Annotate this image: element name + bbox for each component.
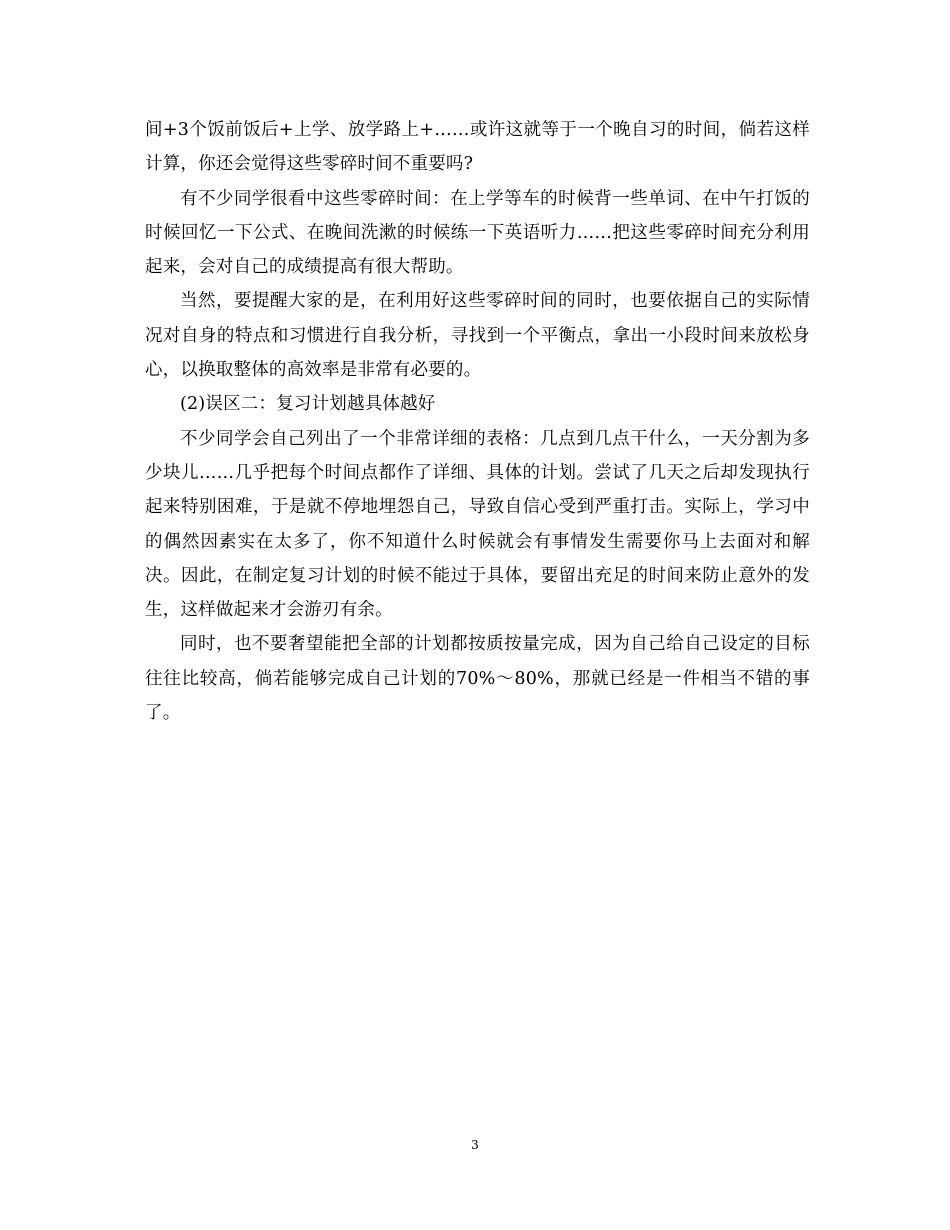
paragraph-fragmented-time: 有不少同学很看中这些零碎时间：在上学等车的时候背一些单词、在中午打饭的时候回忆一下公式、在晚间洗漱的时候练一下英语听力……把这些零碎时间充分利用起来，会对自己的成绩提高有很大帮助。 — [145, 188, 810, 278]
paragraph-detailed-schedule: 不少同学会自己列出了一个非常详细的表格：几点到几点干什么，一天分割为多少块儿……几乎把每个时间点都作了详细、具体的计划。尝试了几天之后却发现执行起来特别困难，于是就不停地埋怨自己，导致自信心受到严重打击。实际上，学习中的偶然因素实在太多了，你不知道什么时候就会有事情发生需要你马上去面对和解决。因此，在制定复习计划的时候不能过于具体，要留出充足的时间来防止意外的发生，这样做起来才会游刃有余。 — [145, 428, 810, 621]
paragraph-continuation: 间+3个饭前饭后+上学、放学路上+……或许这就等于一个晚自习的时间，倘若这样计算，你还会觉得这些零碎时间不重要吗? — [145, 120, 810, 175]
paragraph-realistic-goals: 同时，也不要奢望能把全部的计划都按质按量完成，因为自己给自己设定的目标往往比较高，倘若能够完成自己计划的70%～80%，那就已经是一件相当不错的事了。 — [145, 634, 810, 724]
page-number: 3 — [471, 1138, 479, 1152]
document-body — [145, 113, 810, 730]
paragraph-balance-point: 当然，要提醒大家的是，在利用好这些零碎时间的同时，也要依据自己的实际情况对自身的特点和习惯进行自我分析，寻找到一个平衡点，拿出一小段时间来放松身心，以换取整体的高效率是非常有必要的。 — [145, 291, 810, 381]
section-heading-misconception-two: (2)误区二：复习计划越具体越好 — [180, 394, 436, 415]
